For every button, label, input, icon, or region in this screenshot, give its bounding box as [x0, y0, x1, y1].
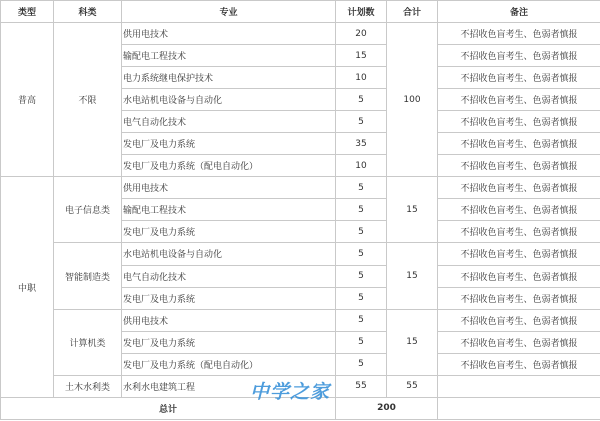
note-cell: 不招收色盲考生、色弱者慎报 [438, 353, 600, 375]
plan-cell: 5 [336, 287, 387, 309]
major-cell: 发电厂及电力系统（配电自动化） [122, 155, 336, 177]
header-note: 备注 [438, 1, 600, 23]
note-cell: 不招收色盲考生、色弱者慎报 [438, 67, 600, 89]
subject-cell-computer: 计算机类 [54, 309, 122, 375]
plan-cell: 5 [336, 221, 387, 243]
plan-cell: 15 [336, 45, 387, 67]
major-cell: 电力系统继电保护技术 [122, 67, 336, 89]
major-cell: 供用电技术 [122, 309, 336, 331]
plan-cell: 5 [336, 89, 387, 111]
note-cell: 不招收色盲考生、色弱者慎报 [438, 155, 600, 177]
note-cell: 不招收色盲考生、色弱者慎报 [438, 221, 600, 243]
note-cell: 不招收色盲考生、色弱者慎报 [438, 331, 600, 353]
note-cell: 不招收色盲考生、色弱者慎报 [438, 133, 600, 155]
header-subject: 科类 [54, 1, 122, 23]
plan-cell: 5 [336, 177, 387, 199]
major-cell: 水电站机电设备与自动化 [122, 243, 336, 265]
plan-cell: 5 [336, 265, 387, 287]
major-cell: 输配电工程技术 [122, 199, 336, 221]
total-cell-computer: 15 [387, 309, 438, 375]
note-cell: 不招收色盲考生、色弱者慎报 [438, 45, 600, 67]
table-row [1, 177, 600, 199]
major-cell: 输配电工程技术 [122, 45, 336, 67]
plan-cell: 10 [336, 67, 387, 89]
note-cell [438, 375, 600, 397]
plan-cell: 10 [336, 155, 387, 177]
subject-cell-electronics: 电子信息类 [54, 177, 122, 243]
plan-cell: 5 [336, 243, 387, 265]
table-row [1, 243, 600, 265]
major-cell: 电气自动化技术 [122, 111, 336, 133]
total-cell-civil: 55 [387, 375, 438, 397]
plan-cell: 55 [336, 375, 387, 397]
header-total: 合计 [387, 1, 438, 23]
header-major: 专业 [122, 1, 336, 23]
subject-cell-putong: 不限 [54, 23, 122, 177]
grand-total-note [438, 397, 600, 419]
major-cell: 供用电技术 [122, 177, 336, 199]
plan-cell: 5 [336, 309, 387, 331]
header-row [1, 1, 600, 23]
major-cell: 发电厂及电力系统（配电自动化） [122, 353, 336, 375]
major-cell: 发电厂及电力系统 [122, 287, 336, 309]
plan-cell: 35 [336, 133, 387, 155]
plan-cell: 20 [336, 23, 387, 45]
total-cell-manufacturing: 15 [387, 243, 438, 309]
note-cell: 不招收色盲考生、色弱者慎报 [438, 23, 600, 45]
plan-cell: 5 [336, 111, 387, 133]
note-cell: 不招收色盲考生、色弱者慎报 [438, 111, 600, 133]
note-cell: 不招收色盲考生、色弱者慎报 [438, 309, 600, 331]
total-cell-electronics: 15 [387, 177, 438, 243]
table-row [1, 23, 600, 45]
table-row [1, 309, 600, 331]
total-cell-putong: 100 [387, 23, 438, 177]
major-cell: 发电厂及电力系统 [122, 133, 336, 155]
header-type: 类型 [1, 1, 54, 23]
major-cell: 发电厂及电力系统 [122, 221, 336, 243]
major-cell: 发电厂及电力系统 [122, 331, 336, 353]
type-cell-zhongzhi: 中职 [1, 177, 54, 397]
subject-cell-manufacturing: 智能制造类 [54, 243, 122, 309]
plan-cell: 5 [336, 199, 387, 221]
major-cell: 电气自动化技术 [122, 265, 336, 287]
subject-cell-civil: 土木水利类 [54, 375, 122, 397]
major-cell: 供用电技术 [122, 23, 336, 45]
grand-total-label: 总计 [1, 397, 336, 419]
major-cell: 水利水电建筑工程 [122, 375, 336, 397]
note-cell: 不招收色盲考生、色弱者慎报 [438, 89, 600, 111]
type-cell-putong: 普高 [1, 23, 54, 177]
note-cell: 不招收色盲考生、色弱者慎报 [438, 243, 600, 265]
note-cell: 不招收色盲考生、色弱者慎报 [438, 177, 600, 199]
major-cell: 水电站机电设备与自动化 [122, 89, 336, 111]
plan-cell: 5 [336, 353, 387, 375]
grand-total-value: 200 [336, 397, 438, 419]
site-watermark: 中学之家 [250, 381, 331, 403]
note-cell: 不招收色盲考生、色弱者慎报 [438, 287, 600, 309]
plan-cell: 5 [336, 331, 387, 353]
note-cell: 不招收色盲考生、色弱者慎报 [438, 265, 600, 287]
header-plan: 计划数 [336, 1, 387, 23]
note-cell: 不招收色盲考生、色弱者慎报 [438, 199, 600, 221]
